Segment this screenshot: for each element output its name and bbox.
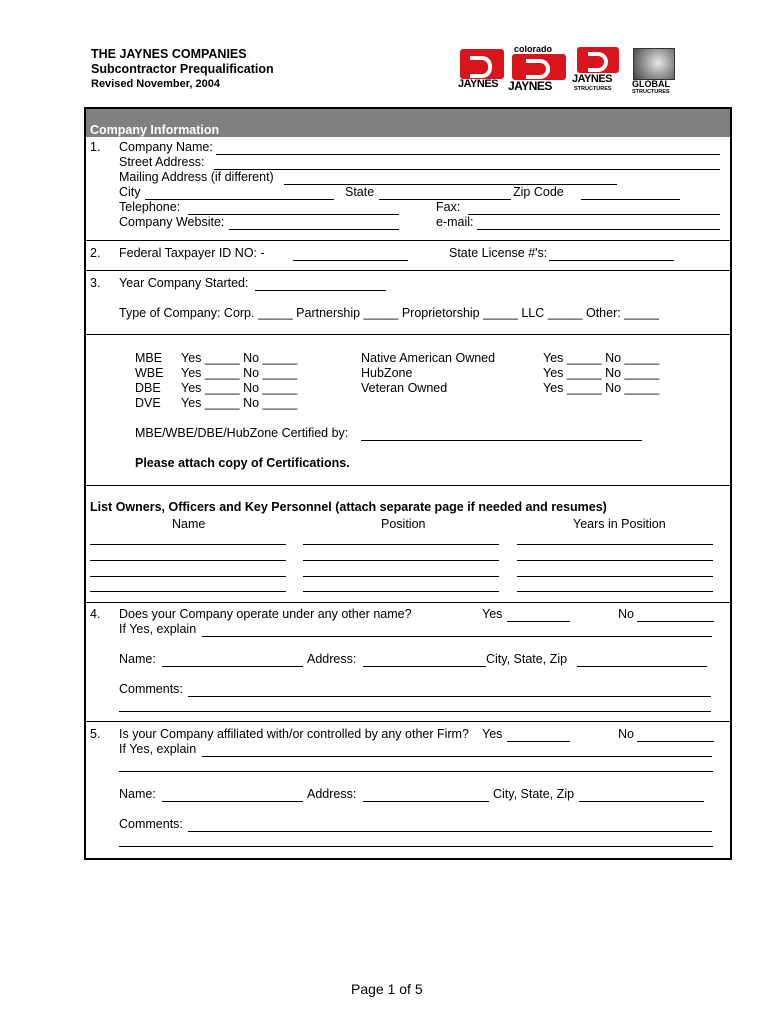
company-name-label: Company Name:: [119, 140, 213, 154]
affiliated-city-state-zip-field[interactable]: [579, 801, 704, 802]
zip-code-label: Zip Code: [513, 185, 564, 199]
dve-label: DVE: [135, 396, 161, 410]
owner-years-field[interactable]: [517, 591, 713, 592]
mbe-yes-no[interactable]: Yes _____ No _____: [181, 351, 298, 365]
colorado-logo-text: colorado: [514, 44, 553, 54]
email-field[interactable]: [477, 229, 720, 230]
hubzone-label: HubZone: [361, 366, 413, 380]
owners-col-position: Position: [381, 517, 426, 531]
affiliated-explain-label: If Yes, explain: [119, 742, 197, 756]
attach-certifications-note: Please attach copy of Certifications.: [135, 456, 350, 470]
jaynes-logo-mark: [460, 49, 504, 79]
other-name-city-state-zip-field[interactable]: [577, 666, 707, 667]
colorado-jaynes-logo: [508, 44, 570, 94]
revision-date: Revised November, 2004: [91, 78, 221, 90]
section-divider: [86, 270, 730, 271]
item-number-2: 2.: [90, 246, 101, 260]
email-label: e-mail:: [436, 215, 474, 229]
wbe-label: WBE: [135, 366, 164, 380]
structures-logo-mark: [577, 47, 619, 73]
veteran-owned-label: Veteran Owned: [361, 381, 448, 395]
item-number-5: 5.: [90, 727, 101, 741]
owner-position-field[interactable]: [303, 560, 499, 561]
company-name-heading: THE JAYNES COMPANIES: [91, 47, 247, 61]
other-name-comments-field[interactable]: [188, 696, 711, 697]
other-name-explain-label: If Yes, explain: [119, 622, 197, 636]
affiliated-no-label: No: [618, 727, 634, 741]
section-divider: [86, 721, 730, 722]
state-license-field[interactable]: [549, 260, 674, 261]
veteran-owned-yes-no[interactable]: Yes _____ No _____: [543, 381, 660, 395]
affiliated-yes-field[interactable]: [507, 741, 570, 742]
global-logo-subtext: STRUCTURES: [632, 89, 670, 95]
other-name-comments-label: Comments:: [119, 682, 183, 696]
other-name-yes-label: Yes: [482, 607, 503, 621]
affiliated-comments-label: Comments:: [119, 817, 183, 831]
structures-logo-subtext: STRUCTURES: [574, 86, 612, 92]
other-name-comments-field-2[interactable]: [119, 711, 711, 712]
jaynes-logo: [458, 49, 506, 93]
tax-id-label: Federal Taxpayer ID NO: -: [119, 246, 265, 260]
company-name-field[interactable]: [216, 154, 720, 155]
year-started-label: Year Company Started:: [119, 276, 249, 290]
mailing-address-label: Mailing Address (if different): [119, 170, 274, 184]
street-address-field[interactable]: [214, 169, 720, 170]
street-address-label: Street Address:: [119, 155, 205, 169]
owner-name-field[interactable]: [90, 591, 286, 592]
owner-years-field[interactable]: [517, 544, 713, 545]
affiliated-name-field[interactable]: [162, 801, 303, 802]
section-divider: [86, 485, 730, 486]
owner-name-field[interactable]: [90, 560, 286, 561]
affiliated-question: Is your Company affiliated with/or controlled by any other Firm?: [119, 727, 469, 741]
city-label: City: [119, 185, 141, 199]
form-title: Subcontractor Prequalification: [91, 62, 274, 76]
owner-position-field[interactable]: [303, 591, 499, 592]
company-type-line: Type of Company: Corp. _____ Partnership _____ Proprietorship _____ LLC _____ Other: _____: [119, 306, 659, 320]
owners-section-title: List Owners, Officers and Key Personnel (attach separate page if needed and resumes): [90, 500, 607, 514]
native-american-label: Native American Owned: [361, 351, 496, 365]
jaynes-logo-text: JAYNES: [458, 78, 499, 90]
section-divider: [86, 240, 730, 241]
telephone-label: Telephone:: [119, 200, 181, 214]
year-started-field[interactable]: [255, 290, 386, 291]
affiliated-explain-field-2[interactable]: [119, 771, 713, 772]
certified-by-label: MBE/WBE/DBE/HubZone Certified by:: [135, 426, 349, 440]
owners-col-name: Name: [172, 517, 206, 531]
fax-field[interactable]: [468, 214, 720, 215]
other-name-no-label: No: [618, 607, 634, 621]
mbe-label: MBE: [135, 351, 163, 365]
owners-col-years: Years in Position: [573, 517, 666, 531]
other-name-address-field[interactable]: [363, 666, 486, 667]
affiliated-name-label: Name:: [119, 787, 156, 801]
section-divider: [86, 334, 730, 335]
page-number: Page 1 of 5: [351, 981, 423, 997]
owner-name-field[interactable]: [90, 576, 286, 577]
affiliated-yes-label: Yes: [482, 727, 503, 741]
affiliated-address-label: Address:: [307, 787, 357, 801]
owner-position-field[interactable]: [303, 576, 499, 577]
other-name-yes-field[interactable]: [507, 621, 570, 622]
website-label: Company Website:: [119, 215, 225, 229]
hubzone-yes-no[interactable]: Yes _____ No _____: [543, 366, 660, 380]
other-name-name-field[interactable]: [162, 666, 303, 667]
website-field[interactable]: [229, 229, 399, 230]
other-name-city-state-zip-label: City, State, Zip: [486, 652, 568, 666]
tax-id-field[interactable]: [293, 260, 408, 261]
global-logo-wordmark: GLOBAL: [632, 79, 670, 89]
dbe-label: DBE: [135, 381, 161, 395]
owner-name-field[interactable]: [90, 544, 286, 545]
affiliated-address-field[interactable]: [363, 801, 489, 802]
affiliated-explain-field[interactable]: [202, 756, 712, 757]
affiliated-no-field[interactable]: [637, 741, 714, 742]
wbe-yes-no[interactable]: Yes _____ No _____: [181, 366, 298, 380]
colorado-logo-wordmark: JAYNES: [508, 79, 552, 93]
globe-icon: [633, 48, 675, 80]
state-label: State: [345, 185, 375, 199]
dve-yes-no[interactable]: Yes _____ No _____: [181, 396, 298, 410]
section-title-company-info: Company Information: [90, 123, 220, 137]
dbe-yes-no[interactable]: Yes _____ No _____: [181, 381, 298, 395]
state-license-label: State License #'s:: [449, 246, 548, 260]
structures-logo-wordmark: JAYNES: [572, 73, 613, 85]
certified-by-field[interactable]: [361, 440, 642, 441]
owner-years-field[interactable]: [517, 560, 713, 561]
owner-years-field[interactable]: [517, 576, 713, 577]
mailing-address-field[interactable]: [284, 184, 617, 185]
other-name-no-field[interactable]: [637, 621, 714, 622]
section-divider: [86, 602, 730, 603]
affiliated-comments-field[interactable]: [188, 831, 712, 832]
jaynes-structures-logo: [571, 47, 623, 95]
global-structures-logo: [629, 48, 677, 96]
fax-label: Fax:: [436, 200, 461, 214]
zip-code-field[interactable]: [581, 199, 680, 200]
item-number-1: 1.: [90, 140, 101, 154]
other-name-address-label: Address:: [307, 652, 357, 666]
native-american-yes-no[interactable]: Yes _____ No _____: [543, 351, 660, 365]
other-name-name-label: Name:: [119, 652, 156, 666]
owner-position-field[interactable]: [303, 544, 499, 545]
other-name-explain-field[interactable]: [202, 636, 712, 637]
affiliated-city-state-zip-label: City, State, Zip: [493, 787, 575, 801]
item-number-4: 4.: [90, 607, 101, 621]
other-name-question: Does your Company operate under any other name?: [119, 607, 412, 621]
item-number-3: 3.: [90, 276, 101, 290]
colorado-logo-mark: [512, 54, 566, 80]
affiliated-comments-field-2[interactable]: [119, 846, 713, 847]
